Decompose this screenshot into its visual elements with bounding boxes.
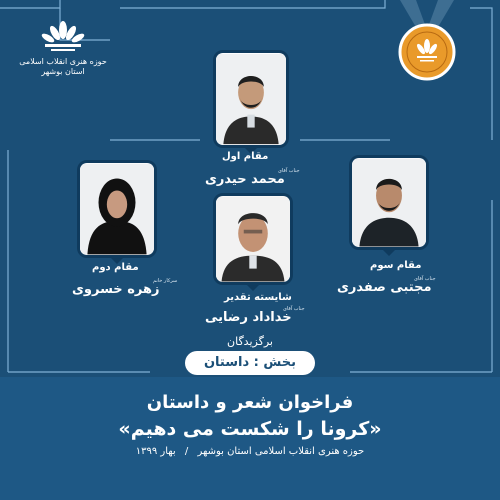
portrait-first-place xyxy=(213,50,289,148)
call-slogan: «کرونا را شکست می دهیم» xyxy=(118,418,382,440)
honorable-mention-honorific: جناب آقای xyxy=(283,306,305,312)
honorable-mention-rank: شایسته تقدیر xyxy=(224,292,292,303)
honorable-mention-pointer xyxy=(246,284,260,291)
portrait-honorable-mention xyxy=(213,193,293,285)
portrait-third-place xyxy=(349,155,429,250)
logo-organization: حوزه هنری انقلاب اسلامی xyxy=(19,57,107,66)
logo-province: استان بوشهر xyxy=(41,67,85,76)
third-place-name: مجتبی صفدری xyxy=(337,280,432,295)
second-place-rank: مقام دوم xyxy=(92,262,139,273)
third-place-rank: مقام سوم xyxy=(370,260,422,271)
separator: / xyxy=(184,446,189,457)
person-silhouette-icon xyxy=(80,163,154,255)
person-silhouette-icon xyxy=(216,196,290,282)
medal-icon xyxy=(392,0,462,90)
logo xyxy=(18,20,108,77)
section-label: بخش : داستان xyxy=(185,351,315,375)
third-place-pointer xyxy=(382,249,396,256)
person-silhouette-icon xyxy=(216,53,286,145)
winners-heading: برگزیدگان xyxy=(227,335,273,348)
portrait-second-place xyxy=(77,160,157,258)
person-silhouette-icon xyxy=(352,158,426,247)
call-title: فراخوان شعر و داستان xyxy=(146,392,354,413)
honorable-mention-name: خداداد رضایی xyxy=(205,310,292,325)
first-place-name: محمد حیدری xyxy=(205,172,285,187)
second-place-honorific: سرکار خانم xyxy=(153,278,178,284)
flower-logo-icon xyxy=(37,20,89,54)
organizer: حوزه هنری انقلاب اسلامی استان بوشهر xyxy=(197,446,365,457)
organizer-line xyxy=(0,446,500,457)
season-date: بهار ۱۳۹۹ xyxy=(135,446,176,457)
third-place-honorific: جناب آقای xyxy=(414,276,436,282)
second-place-name: زهره خسروی xyxy=(72,282,160,297)
first-place-honorific: جناب آقای xyxy=(278,168,300,174)
first-place-rank: مقام اول xyxy=(222,151,269,162)
